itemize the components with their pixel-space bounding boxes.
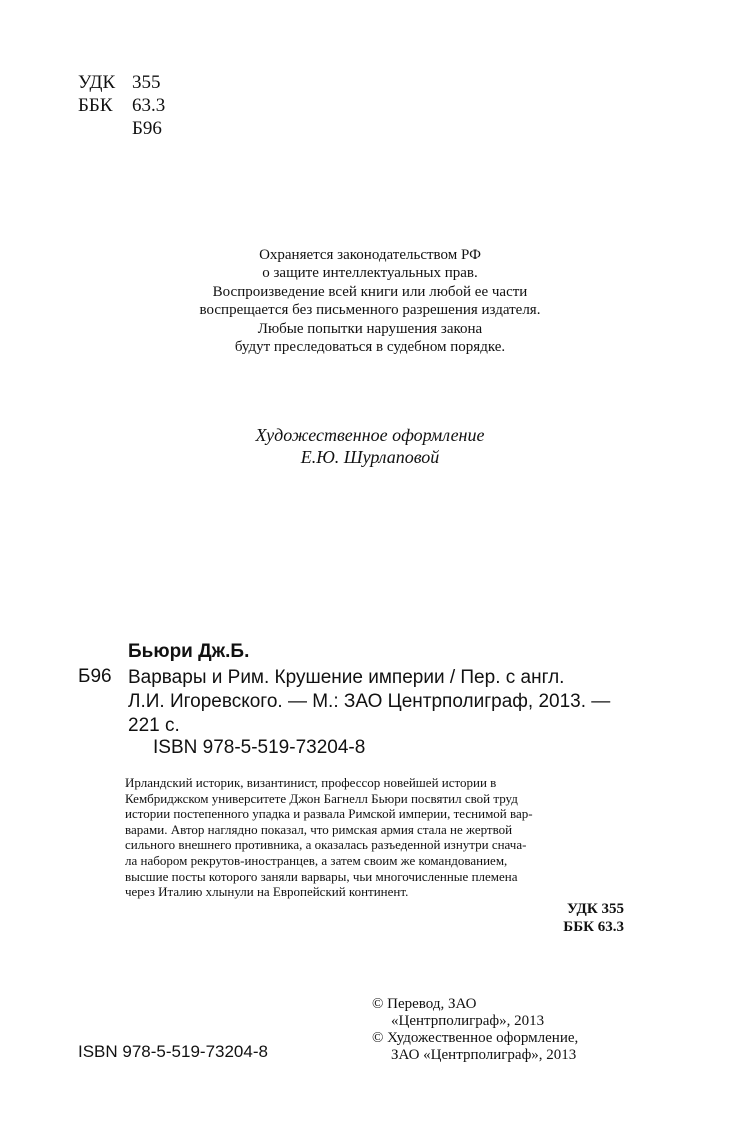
copyright-line: © Художественное оформление,	[372, 1030, 579, 1046]
notice-line: Охраняется законодательством РФ	[259, 247, 481, 263]
bib-description	[128, 666, 610, 738]
bbk-value: 63.3	[132, 95, 166, 116]
annotation-line: истории постепенного упадка и развала Римской империи, теснимой вар-	[125, 806, 533, 822]
udk-label: УДК	[78, 72, 116, 93]
annotation-line: варами. Автор наглядно показал, что римская армия стала не жертвой	[125, 821, 513, 837]
annotation-line: сильного внешнего противника, а оказалась разъеденной изнутри снача-	[125, 837, 527, 853]
copyright-line: ЗАО «Центрполиграф», 2013	[391, 1047, 577, 1063]
credits-title: Художественное оформление	[255, 425, 485, 445]
annotation-line: Ирландский историк, византинист, профессор новейшей истории в	[125, 775, 497, 790]
copyright-block	[372, 996, 578, 1064]
bib-line: 221 с.	[128, 715, 180, 736]
annotation	[125, 775, 625, 900]
udk-value: 355	[132, 72, 161, 93]
annotation-line: высшие посты которого заняли варвары, чьи многочисленные племена	[125, 868, 518, 884]
right-udk: УДК 355	[567, 901, 624, 917]
bib-isbn: ISBN 978-5-519-73204-8	[153, 737, 366, 758]
credits-artist: Е.Ю. Шурлаповой	[300, 447, 440, 467]
udk-row	[78, 72, 161, 94]
bib-line: Варвары и Рим. Крушение империи / Пер. с англ.	[128, 667, 565, 688]
notice-line: Воспроизведение всей книги или любой ее части	[212, 283, 528, 300]
bib-code: Б96	[78, 666, 112, 687]
isbn-bottom: ISBN 978-5-519-73204-8	[78, 1042, 268, 1061]
bbk-label: ББК	[78, 95, 113, 116]
annotation-line: ла набором рекрутов-иностранцев, а затем своим же командованием,	[125, 852, 508, 868]
copyright-line: «Центрполиграф», 2013	[391, 1013, 545, 1029]
copyright-line: © Перевод, ЗАО	[372, 996, 477, 1012]
bib-author: Бьюри Дж.Б.	[128, 641, 250, 662]
notice-line: Любые попытки нарушения закона	[257, 320, 483, 337]
notice-line: воспрещается без письменного разрешения издателя.	[199, 302, 541, 319]
author-mark: Б96	[132, 118, 162, 139]
notice-line: о защите интеллектуальных прав.	[262, 265, 478, 282]
bbk-row	[78, 95, 165, 117]
copyright-notice	[100, 246, 640, 356]
annotation-line: через Италию хлынули на Европейский континент.	[125, 884, 409, 900]
bib-line: Л.И. Игоревского. — М.: ЗАО Центрполиграф, 2013. —	[128, 691, 611, 712]
annotation-line: Кембриджском университете Джон Багнелл Бьюри посвятил свой труд	[125, 790, 518, 806]
right-bbk: ББК 63.3	[563, 919, 624, 935]
right-codes	[563, 900, 624, 936]
art-credits	[100, 424, 640, 468]
notice-line: будут преследоваться в судебном порядке.	[234, 339, 506, 356]
